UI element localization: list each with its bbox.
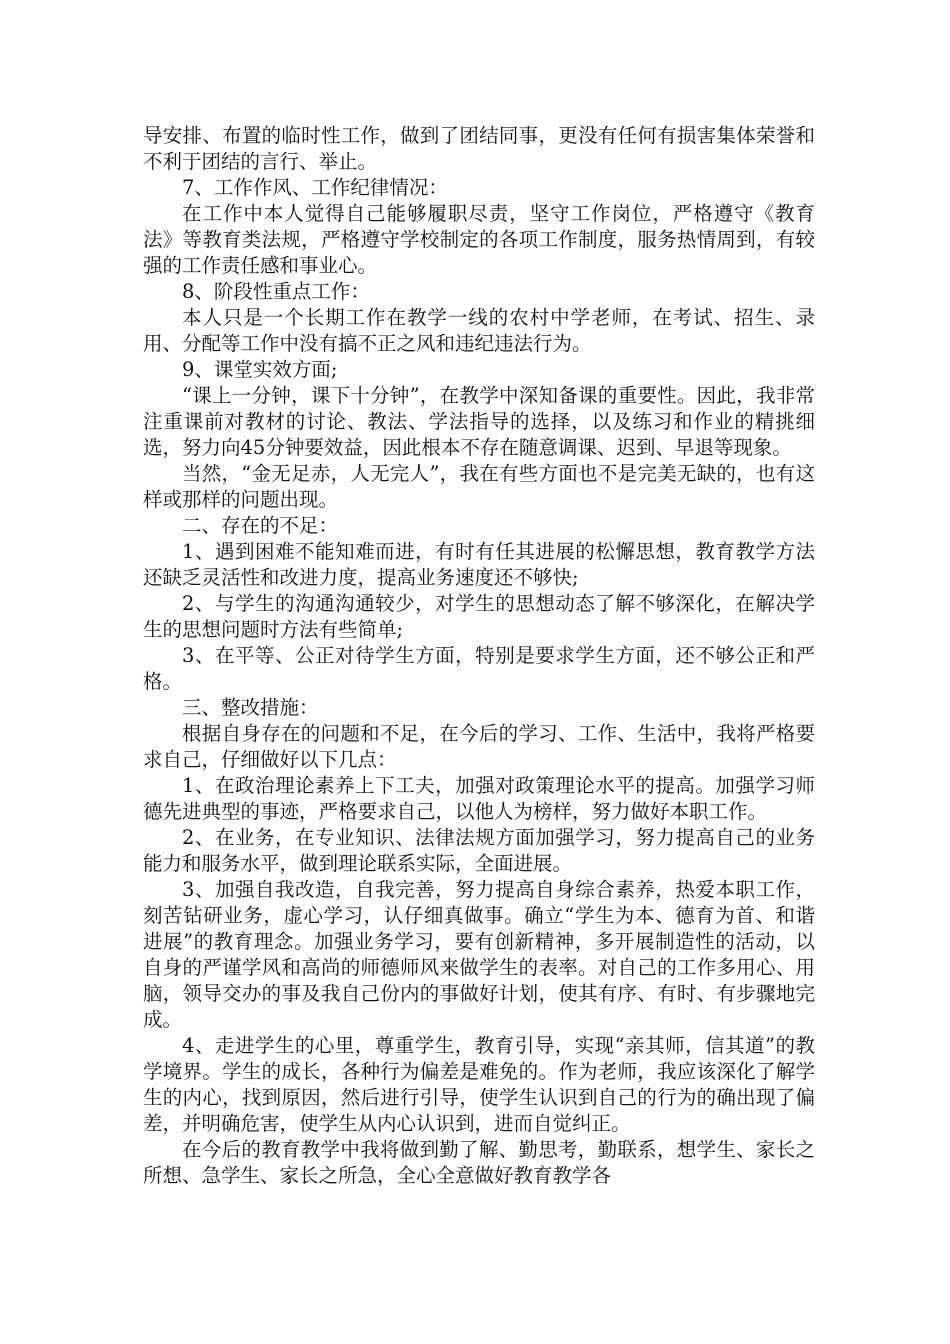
document-body	[143, 123, 815, 1189]
paragraph: 当然，“金无足赤，人无完人”，我在有些方面也不是完美无缺的，也有这样或那样的问题出现。	[143, 462, 815, 511]
paragraph: 2、在业务，在专业知识、法律法规方面加强学习，努力提高自己的业务能力和服务水平，做到理论联系实际，全面进展。	[143, 826, 815, 875]
paragraph: “课上一分钟，课下十分钟”，在教学中深知备课的重要性。因此，我非常注重课前对教材的讨论、教法、学法指导的选择，以及练习和作业的精挑细选，努力向45分钟要效益，因此根本不存在随意调课、迟到、早退等现象。	[143, 384, 815, 459]
paragraph: 9、课堂实效方面;	[182, 358, 338, 381]
paragraph: 3、在平等、公正对待学生方面，特别是要求学生方面，还不够公正和严格。	[143, 644, 815, 693]
paragraph: 1、在政治理论素养上下工夫，加强对政策理论水平的提高。加强学习师德先进典型的事迹，严格要求自己，以他人为榜样，努力做好本职工作。	[143, 774, 815, 823]
paragraph: 7、工作作风、工作纪律情况：	[182, 176, 448, 199]
paragraph: 4、走进学生的心里，尊重学生，教育引导，实现“亲其师，信其道”的教学境界。学生的成长，各种行为偏差是难免的。作为老师，我应该深化了解学生的内心，找到原因，然后进行引导，使学生认识到自己的行为的确出现了偏差，并明确危害，使学生从内心认识到，进而自觉纠正。	[143, 1034, 815, 1135]
paragraph: 8、阶段性重点工作：	[182, 280, 370, 303]
paragraph: 2、与学生的沟通沟通较少，对学生的思想动态了解不够深化，在解决学生的思想问题时方法有些简单;	[143, 592, 815, 641]
paragraph: 3、加强自我改造，自我完善，努力提高自身综合素养，热爱本职工作，刻苦钻研业务，虚心学习，认仔细真做事。确立“学生为本、德育为首、和谐进展”的教育理念。加强业务学习，要有创新精神，多开展制造性的活动，以自身的严谨学风和高尚的师德师风来做学生的表率。对自己的工作多用心、用脑，领导交办的事及我自己份内的事做好计划，使其有序、有时、有步骤地完成。	[143, 878, 815, 1031]
paragraph: 三、整改措施：	[182, 696, 319, 719]
paragraph: 导安排、布置的临时性工作，做到了团结同事，更没有任何有损害集体荣誉和不利于团结的言行、举止。	[143, 124, 815, 173]
paragraph: 二、存在的不足：	[182, 514, 339, 537]
paragraph: 在工作中本人觉得自己能够履职尽责，坚守工作岗位，严格遵守《教育法》等教育类法规，严格遵守学校制定的各项工作制度，服务热情周到，有较强的工作责任感和事业心。	[143, 202, 815, 277]
paragraph: 在今后的教育教学中我将做到勤了解、勤思考，勤联系，想学生、家长之所想、急学生、家长之所急，全心全意做好教育教学各	[143, 1138, 815, 1187]
paragraph: 本人只是一个长期工作在教学一线的农村中学老师，在考试、招生、录用、分配等工作中没有搞不正之风和违纪违法行为。	[143, 306, 815, 355]
paragraph: 根据自身存在的问题和不足，在今后的学习、工作、生活中，我将严格要求自己，仔细做好以下几点：	[143, 722, 815, 771]
paragraph: 1、遇到困难不能知难而进，有时有任其进展的松懈思想，教育教学方法还缺乏灵活性和改进力度，提高业务速度还不够快;	[143, 540, 815, 589]
